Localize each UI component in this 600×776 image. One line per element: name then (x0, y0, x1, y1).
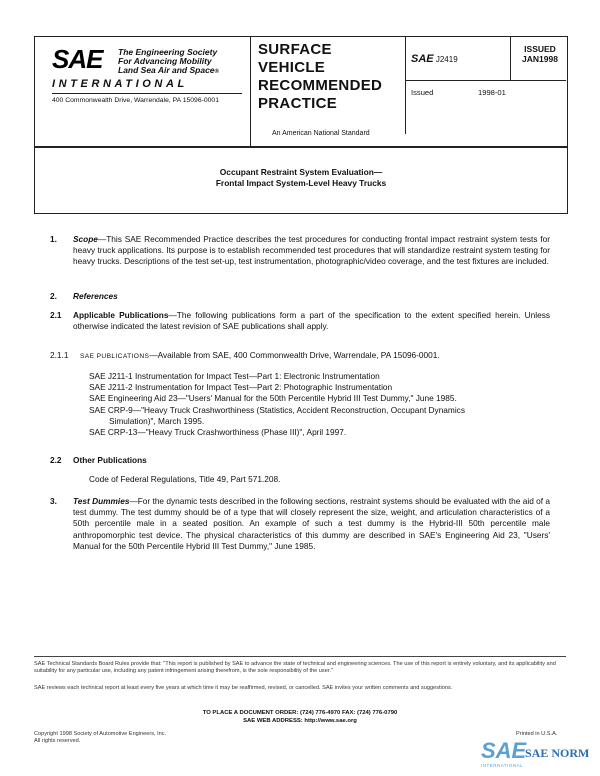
cfr-reference: Code of Federal Regulations, Title 49, Part 571.208. (89, 474, 281, 484)
policy-note-1: SAE Technical Standards Board Rules provide that: "This report is published by SAE to advance the state of technical and engineering sciences. The use of this report is entirely voluntary, and its applicability and suitability for any particular use, including any patent infringement arising therefrom, is the sole responsibility of the user." (34, 661, 556, 674)
section-2-2: 2.2 Other Publications (50, 455, 147, 465)
section-2-1-1: 2.1.1 SAE PUBLICATIONS—Available from SAE, 400 Commonwealth Drive, Warrendale, PA 15096-0001. (50, 350, 440, 360)
doc-title: Occupant Restraint System Evaluation— Frontal Impact System-Level Heavy Trucks (215, 167, 387, 188)
section-3: 3. Test Dummies—For the dynamic tests described in the following sections, restraint systems should be evaluated with the aid of a test dummy. The test dummy should be of a type that will closely represent the size, weight, and articulation characteristics of a 50th percentile male in a seated position. An example of such a test dummy is the Hybrid-III 50th percentile male anthropomorphic test device. The physical characteristics of this dummy are described in SAE's Engineering Aid 23, "Users' Manual for the 50th Percentile Hybrid III Test Dummy," June 1985. (50, 496, 550, 551)
section-2-1: 2.1 Applicable Publications—The following publications form a part of the specification to the extent specified herein. Unless otherwise indicated the latest revision of SAE publications shall apply. (50, 310, 550, 332)
header-divider-3 (510, 36, 511, 80)
sae-norm-watermark: SAE SAE NORM INTERNATIONAL (481, 738, 590, 768)
header-divider-2 (405, 36, 406, 134)
issued-label: ISSUED JAN1998 (522, 44, 558, 64)
society-tagline: The Engineering Society For Advancing Mobility Land Sea Air and Space® (118, 47, 219, 75)
issued-row-label: Issued (411, 88, 434, 97)
doc-number: SAE J2419 (411, 53, 458, 65)
reference-item: SAE Engineering Aid 23—"Users' Manual for the 50th Percentile Hybrid III Test Dummy," June 1985. (89, 393, 457, 404)
section-1: 1. Scope—This SAE Recommended Practice describes the test procedures for conducting frontal impact restraint system tests for heavy truck applications. Its purpose is to establish recommended test procedures that will standardize restraint system testing for heavy trucks. Descriptions of the test set-up, test instrumentation, photographic/video coverage, and the test fixtures are included. (50, 234, 550, 267)
order-info: TO PLACE A DOCUMENT ORDER: (724) 776-4970 FAX: (724) 776-0790 SAE WEB ADDRESS: http://www.sae.org (202, 710, 398, 724)
reference-item: SAE J211-1 Instrumentation for Impact Test—Part 1: Electronic Instrumentation (89, 371, 380, 381)
reference-item: SAE CRP-13—"Heavy Truck Crashworthiness (Phase III)", April 1997. (89, 427, 347, 438)
section-2: 2. References (50, 291, 118, 301)
footer-rule (34, 656, 566, 657)
address: 400 Commonwealth Drive, Warrendale, PA 15096-0001 (52, 97, 219, 104)
header-divider-1 (250, 36, 251, 146)
reference-item: Simulation)", March 1995. (109, 415, 205, 426)
sae-logo: SAE (52, 44, 103, 74)
header-hline (405, 80, 566, 81)
issued-row-date: 1998-01 (478, 88, 506, 97)
doc-type: SURFACE VEHICLE RECOMMENDED PRACTICE (258, 41, 383, 112)
references-list (89, 371, 559, 438)
policy-note-2: SAE reviews each technical report at least every five years at which time it may be reaffirmed, revised, or cancelled. SAE invites your written comments and suggestions. (34, 685, 453, 691)
printed-in: Printed in U.S.A. (516, 731, 558, 737)
reference-item: SAE J211-2 Instrumentation for Impact Test—Part 2: Photographic Instrumentation (89, 382, 393, 393)
copyright: Copyright 1998 Society of Automotive Engineers, Inc. All rights reserved. (34, 731, 167, 744)
logo-rule (52, 93, 242, 94)
ans-label: An American National Standard (272, 130, 370, 137)
reference-item: SAE CRP-9—"Heavy Truck Crashworthiness (Statistics, Accident Reconstruction, Occupant Dynamics (89, 404, 465, 415)
international-wordmark: INTERNATIONAL (52, 78, 188, 90)
